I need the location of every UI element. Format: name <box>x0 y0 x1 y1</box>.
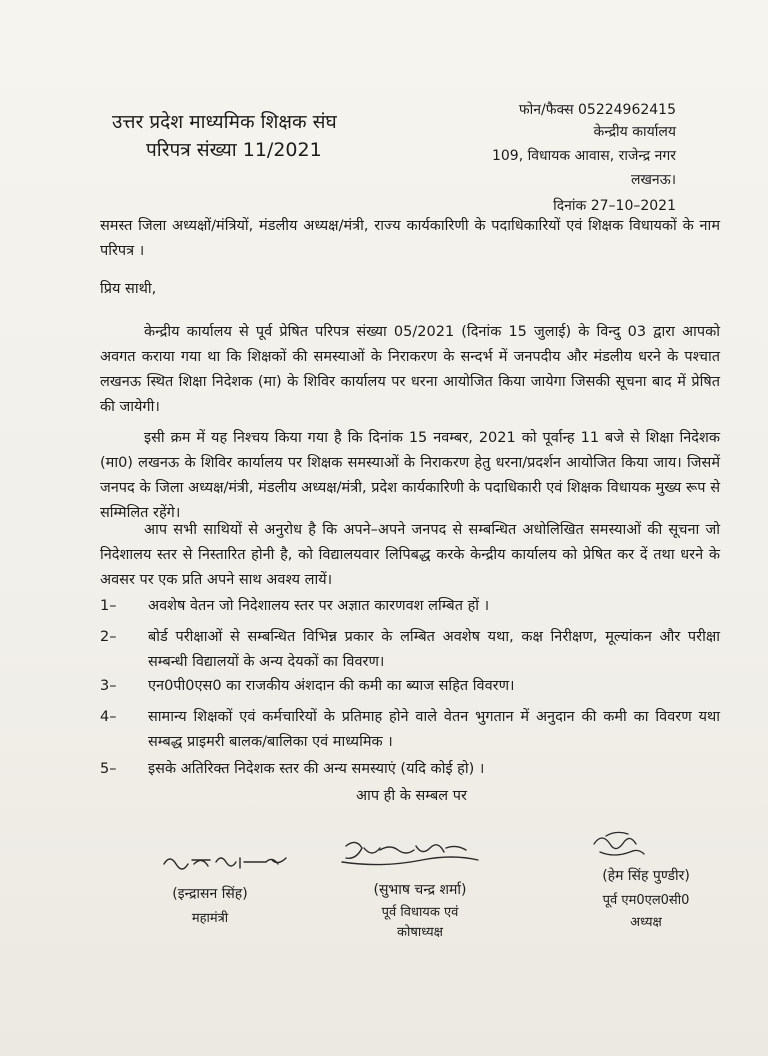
office-city: लखनऊ। <box>630 172 676 188</box>
salutation: प्रिय साथी, <box>100 281 157 297</box>
signatory-2-name: (सुभाष चन्द्र शर्मा) <box>373 882 467 898</box>
list-text: सामान्य शिक्षकों एवं कर्मचारियों के प्रतिमाह होने वाले वेतन भुगतान में अनुदान की कमी का विवरण यथा सम्बद्ध प्राइमरी बालक/बालिका एवं माध्यमिक । <box>148 709 720 750</box>
organization-name: उत्तर प्रदेश माध्यमिक शिक्षक संघ <box>112 111 337 133</box>
phone-fax: फोन/फैक्स 05224962415 <box>518 102 676 118</box>
office-address: 109, विधायक आवास, राजेन्द्र नगर <box>491 148 676 164</box>
addressee-line: समस्त जिला अध्यक्षों/मंत्रियों, मंडलीय अध्यक्ष/मंत्री, राज्य कार्यकारिणी के पदाधिकारियों एवं शिक्षक विधायकों के नाम परिपत्र । <box>100 218 720 259</box>
list-text: बोर्ड परीक्षाओं से सम्बन्धित विभिन्न प्रकार के लम्बित अवशेष यथा, कक्ष निरीक्षण, मूल्यांकन और परीक्षा सम्बन्धी विद्यालयों के अन्य देयकों का विवरण। <box>148 629 720 670</box>
list-number: 2– <box>100 629 117 645</box>
office-name: केन्द्रीय कार्यालय <box>593 124 676 140</box>
list-number: 5– <box>100 761 117 777</box>
list-text: एन0पी0एस0 का राजकीय अंशदान की कमी का ब्याज सहित विवरण। <box>148 678 515 694</box>
signatory-1-name: (इन्द्रासन सिंह) <box>172 886 248 902</box>
list-text: अवशेष वेतन जो निदेशालय स्तर पर अज्ञात कारणवश लम्बित हों । <box>148 598 490 614</box>
list-item-3 <box>100 674 720 699</box>
signature-2-image <box>336 836 486 870</box>
signatory-2-title-line-1: पूर्व विधायक एवं <box>381 905 459 920</box>
signatory-2-title-line-2: कोषाध्यक्ष <box>397 925 443 940</box>
body-paragraph-1: केन्द्रीय कार्यालय से पूर्व प्रेषित परिपत्र संख्या 05/2021 (दिनांक 15 जुलाई) के विन्दु 03 द्वारा आपको अवगत कराया गया था कि शिक्षकों की समस्याओं के निराकरण के सन्दर्भ में जनपदीय और मंडलीय धरने के पश्चात लखनऊ स्थित शिक्षा निदेशक (मा) के शिविर कार्यालय पर धरना आयोजित किया जायेगा जिसकी सूचना बाद में प्रेषित की जायेगी। <box>100 324 720 415</box>
signatory-3-title-line-2: अध्यक्ष <box>630 915 662 930</box>
body-paragraph-2: इसी क्रम में यह निश्चय किया गया है कि दिनांक 15 नवम्बर, 2021 को पूर्वान्ह 11 बजे से शिक्षा निदेशक (मा0) लखनऊ के शिविर कार्यालय पर शिक्षक समस्याओं के निराकरण हेतु धरना/प्रदर्शन आयोजित किया जाय। जिसमें जनपद के जिला अध्यक्ष/मंत्री, मंडलीय अध्यक्ष/मंत्री, प्रदेश कार्यकारिणी के पदाधिकारी एवं शिक्षक विधायक मुख्य रूप से सम्मिलित रहेंगे। <box>100 430 720 521</box>
list-text: इसके अतिरिक्त निदेशक स्तर की अन्य समस्याएं (यदि कोई हो) । <box>148 761 485 777</box>
signatory-3-title-line-1: पूर्व एम0एल0सी0 <box>602 893 690 908</box>
signatory-1-title: महामंत्री <box>191 911 229 926</box>
signature-3-image <box>586 828 656 862</box>
signature-1-image <box>160 846 300 876</box>
list-number: 1– <box>100 598 117 614</box>
list-number: 4– <box>100 709 117 725</box>
body-paragraph-3: आप सभी साथियों से अनुरोध है कि अपने–अपने जनपद से सम्बन्धित अधोलिखित समस्याओं की सूचना जो निदेशालय स्तर से निस्तारित होनी है, को विद्यालयवार लिपिबद्ध करके केन्द्रीय कार्यालय को प्रेषित कर दें तथा धरने के अवसर पर एक प्रति अपने साथ अवश्य लायें। <box>100 522 720 588</box>
signatory-3-name: (हेम सिंह पुण्डीर) <box>602 868 690 884</box>
list-item-5 <box>100 757 720 782</box>
list-item-1 <box>100 594 720 619</box>
list-item-4 <box>100 705 720 755</box>
list-number: 3– <box>100 678 117 694</box>
letter-date: दिनांक 27–10–2021 <box>553 198 676 214</box>
circular-number: परिपत्र संख्या 11/2021 <box>146 139 322 161</box>
closing-line: आप ही के सम्बल पर <box>356 788 467 804</box>
list-item-2 <box>100 625 720 675</box>
